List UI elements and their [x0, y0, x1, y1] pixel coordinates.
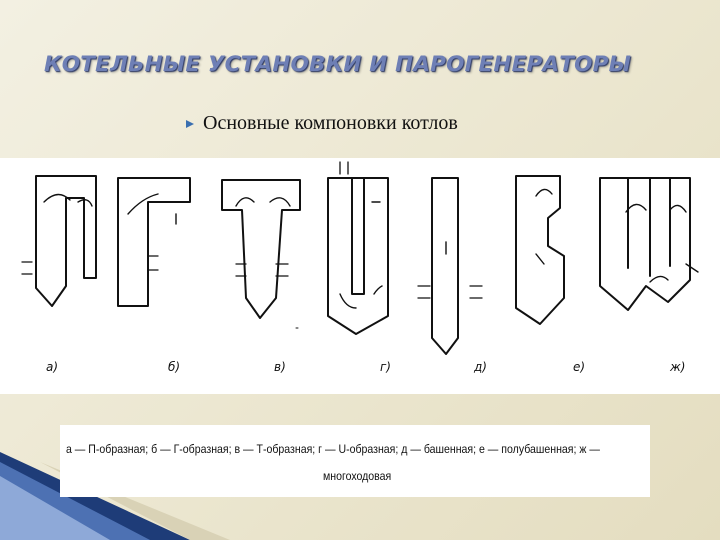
bullet-text: Основные компоновки котлов: [203, 111, 458, 134]
caption-line-2: многоходовая: [323, 469, 392, 483]
sublabel-v: в): [274, 360, 286, 374]
boiler-layouts-figure: [0, 158, 720, 394]
bullet-item: [186, 108, 458, 138]
sublabel-g: г): [380, 360, 391, 374]
sublabel-a: а): [46, 360, 59, 374]
figure-caption: [60, 425, 650, 497]
sublabel-b: б): [168, 360, 181, 374]
sublabel-d: д): [474, 360, 487, 374]
sublabel-zh: ж): [670, 360, 686, 374]
boiler-layouts-drawing: [0, 158, 720, 394]
bullet-triangle-icon: [186, 120, 194, 128]
caption-line-1: а — П-образная; б — Г-образная; в — Т-образная; г — U-образная; д — башенная; е — полубашенная; ж —: [66, 442, 600, 456]
sublabel-e: е): [573, 360, 586, 374]
slide-title: КОТЕЛЬНЫЕ УСТАНОВКИ И ПАРОГЕНЕРАТОРЫ: [44, 52, 632, 77]
